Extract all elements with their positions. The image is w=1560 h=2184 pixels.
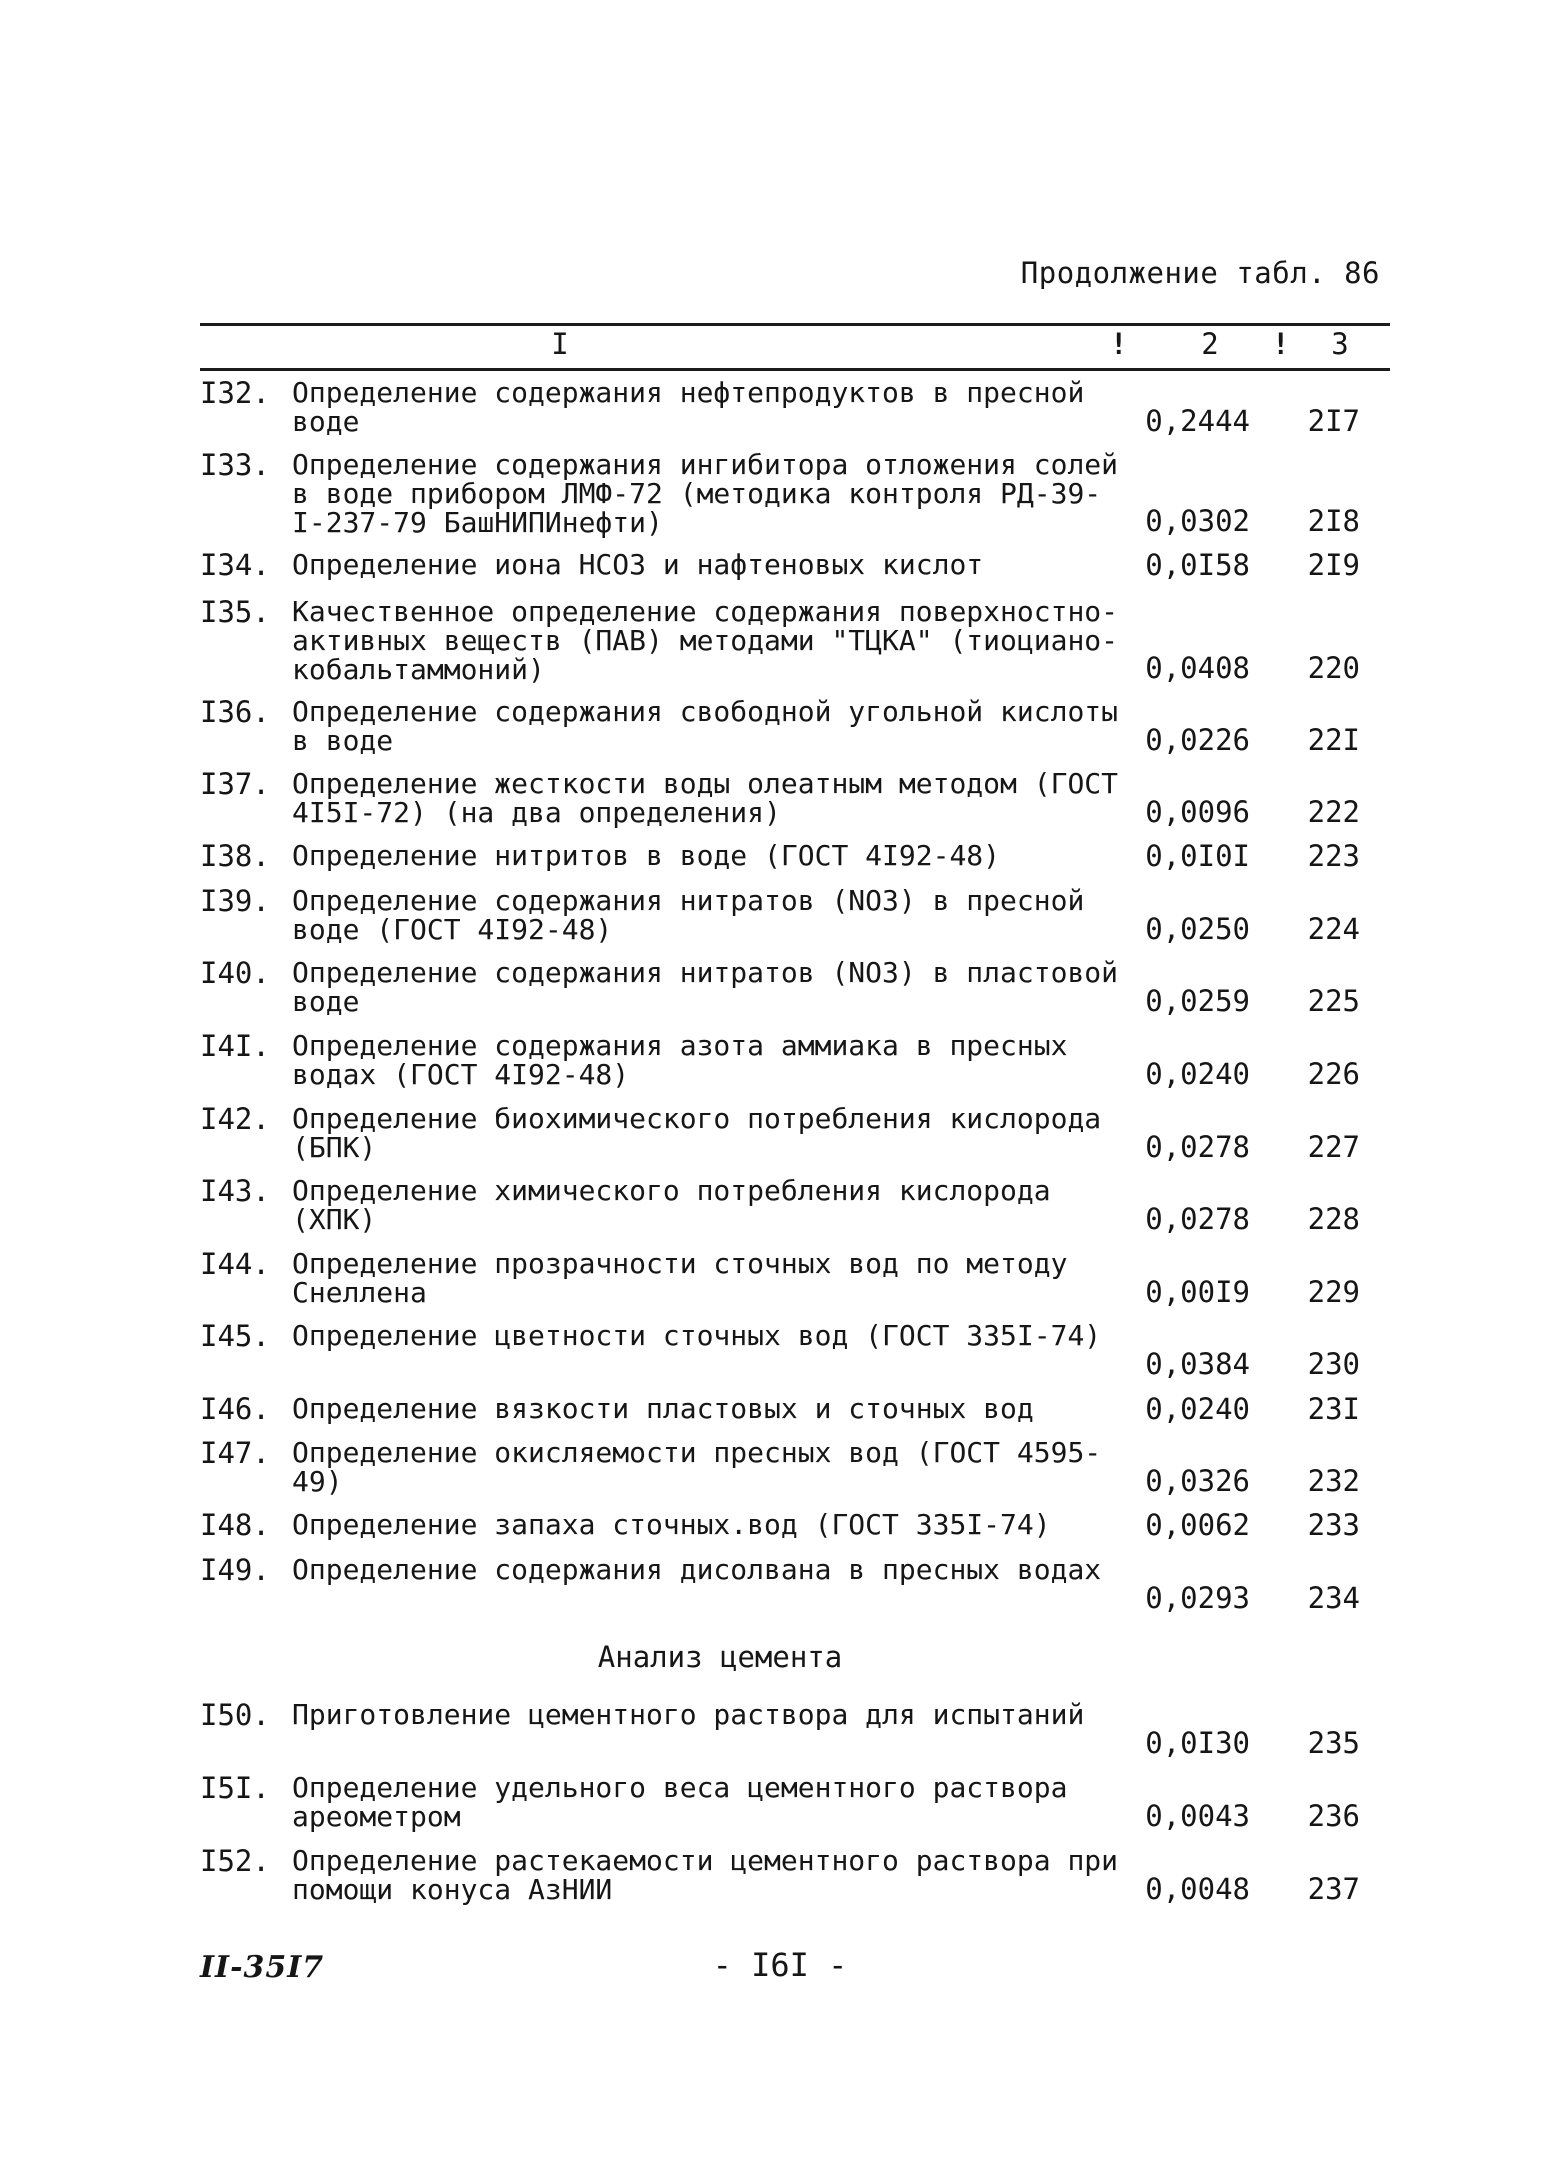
column-header-1: I [551, 327, 569, 361]
row-number: I48. [200, 1508, 270, 1542]
column-header-3: 3 [1331, 327, 1349, 361]
row-value: 0,0096 [1145, 795, 1250, 829]
row-description: Определение цветности сточных вод (ГОСТ 335I-74) [292, 1319, 1102, 1352]
row-reference: 229 [1307, 1275, 1360, 1309]
row-description: Определение удельного веса цементного раствора ареометром [292, 1771, 1068, 1833]
row-value: 0,0278 [1145, 1130, 1250, 1164]
row-number: I43. [200, 1174, 270, 1208]
row-reference: 228 [1307, 1202, 1360, 1236]
row-value: 0,0250 [1145, 912, 1250, 946]
row-reference: 226 [1307, 1057, 1360, 1091]
row-description: Определение окисляемости пресных вод (ГОСТ 4595-49) [292, 1436, 1102, 1498]
row-description: Определение содержания нефтепродуктов в пресной воде [292, 376, 1085, 438]
row-number: I37. [200, 767, 270, 801]
row-number: I50. [200, 1698, 270, 1732]
row-reference: 227 [1307, 1130, 1360, 1164]
row-value: 0,0226 [1145, 723, 1250, 757]
row-reference: 232 [1307, 1464, 1360, 1498]
row-number: I52. [200, 1844, 270, 1878]
row-value: 0,0408 [1145, 651, 1250, 685]
row-number: I32. [200, 376, 270, 410]
row-reference: 230 [1307, 1347, 1360, 1381]
section-title: Анализ цемента [597, 1640, 843, 1674]
row-description: Определение содержания ингибитора отложения солей в воде прибором ЛМФ-72 (методика контроля РД-39-I-237-79 БашНИПИнефти) [292, 448, 1119, 539]
row-number: I46. [200, 1392, 270, 1426]
row-description: Качественное определение содержания поверхностно-активных веществ (ПАВ) методами "ТЦКА" (тиоциано-кобальтаммоний) [292, 595, 1119, 686]
row-number: I38. [200, 839, 270, 873]
row-description: Приготовление цементного раствора для испытаний [292, 1698, 1085, 1731]
row-description: Определение нитритов в воде (ГОСТ 4I92-48) [292, 839, 1001, 872]
row-description: Определение содержания дисолвана в пресных водах [292, 1553, 1102, 1586]
row-description: Определение прозрачности сточных вод по методу Снеллена [292, 1247, 1068, 1309]
row-value: 0,0240 [1145, 1057, 1250, 1091]
column-separator: ! [1272, 327, 1290, 361]
row-value: 0,0I58 [1145, 548, 1250, 582]
row-value: 0,0278 [1145, 1202, 1250, 1236]
row-value: 0,0I0I [1145, 839, 1250, 873]
row-number: I4I. [200, 1029, 270, 1063]
row-description: Определение жесткости воды олеатным методом (ГОСТ 4I5I-72) (на два определения) [292, 767, 1119, 829]
row-value: 0,0302 [1145, 504, 1250, 538]
row-value: 0,0062 [1145, 1508, 1250, 1542]
row-reference: 22I [1307, 723, 1360, 757]
row-value: 0,0259 [1145, 984, 1250, 1018]
row-reference: 233 [1307, 1508, 1360, 1542]
row-number: I47. [200, 1436, 270, 1470]
row-number: I5I. [200, 1771, 270, 1805]
row-value: 0,0326 [1145, 1464, 1250, 1498]
page-number: - I6I - [712, 1946, 848, 1984]
row-reference: 224 [1307, 912, 1360, 946]
row-description: Определение содержания нитратов (NO3) в пластовой воде [292, 956, 1119, 1018]
row-number: I42. [200, 1102, 270, 1136]
row-description: Определение запаха сточных.вод (ГОСТ 335I-74) [292, 1508, 1051, 1541]
row-number: I35. [200, 595, 270, 629]
row-value: 0,0I30 [1145, 1726, 1250, 1760]
row-reference: 225 [1307, 984, 1360, 1018]
row-reference: 235 [1307, 1726, 1360, 1760]
row-reference: 220 [1307, 651, 1360, 685]
row-reference: 2I8 [1307, 504, 1360, 538]
row-description: Определение растекаемости цементного раствора при помощи конуса АзНИИ [292, 1844, 1119, 1906]
row-value: 0,0384 [1145, 1347, 1250, 1381]
row-description: Определение вязкости пластовых и сточных вод [292, 1392, 1034, 1425]
row-description: Определение иона НСО3 и нафтеновых кислот [292, 548, 984, 581]
row-reference: 237 [1307, 1872, 1360, 1906]
column-header-2: 2 [1201, 327, 1219, 361]
row-value: 0,0043 [1145, 1799, 1250, 1833]
row-number: I36. [200, 695, 270, 729]
table-top-rule [200, 323, 1390, 326]
row-reference: 2I7 [1307, 404, 1360, 438]
row-number: I39. [200, 884, 270, 918]
row-reference: 223 [1307, 839, 1360, 873]
row-number: I49. [200, 1553, 270, 1587]
row-reference: 222 [1307, 795, 1360, 829]
row-description: Определение содержания азота аммиака в пресных водах (ГОСТ 4I92-48) [292, 1029, 1068, 1091]
table-header-rule [200, 368, 1390, 371]
row-reference: 23I [1307, 1392, 1360, 1426]
column-separator: ! [1110, 327, 1128, 361]
row-value: 0,0293 [1145, 1581, 1250, 1615]
document-code: II-35I7 [200, 1950, 325, 1985]
row-number: I44. [200, 1247, 270, 1281]
table-caption: Продолжение табл. 86 [1020, 256, 1380, 290]
row-description: Определение химического потребления кислорода (ХПК) [292, 1174, 1051, 1236]
row-reference: 234 [1307, 1581, 1360, 1615]
row-description: Определение содержания свободной угольной кислоты в воде [292, 695, 1119, 757]
row-description: Определение содержания нитратов (NO3) в пресной воде (ГОСТ 4I92-48) [292, 884, 1085, 946]
row-value: 0,2444 [1145, 404, 1250, 438]
row-number: I34. [200, 548, 270, 582]
row-reference: 236 [1307, 1799, 1360, 1833]
row-reference: 2I9 [1307, 548, 1360, 582]
row-number: I33. [200, 448, 270, 482]
row-number: I40. [200, 956, 270, 990]
row-value: 0,0240 [1145, 1392, 1250, 1426]
row-description: Определение биохимического потребления кислорода (БПК) [292, 1102, 1102, 1164]
row-value: 0,0048 [1145, 1872, 1250, 1906]
row-number: I45. [200, 1319, 270, 1353]
row-value: 0,00I9 [1145, 1275, 1250, 1309]
